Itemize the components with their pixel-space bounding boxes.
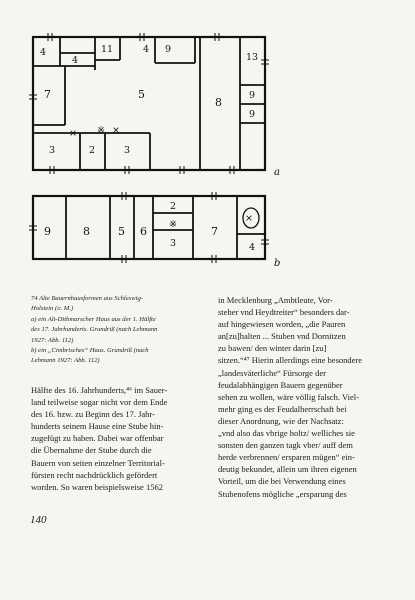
text-line: herde verbrennen/ ersparen mügen“ ein- <box>218 452 355 463</box>
caption-line: 1927: Abb. 112) <box>31 336 74 344</box>
left-text-column <box>31 384 206 493</box>
text-line: dieser Anordnung, wie der Nachsatz: <box>218 415 344 426</box>
plan-a-room-2: 2 <box>89 145 96 156</box>
text-line: hunderts seinem Hause eine Stube hin- <box>31 421 164 432</box>
floor-plan-b <box>29 192 280 269</box>
right-text-column <box>218 294 393 500</box>
plan-a-room-13: 13 <box>246 52 259 63</box>
plan-b-room-7: 7 <box>211 225 218 238</box>
text-line: zugefügt zu haben. Dabei war offenbar <box>31 433 164 444</box>
text-line: worden. So waren beispielsweise 1562 <box>31 481 163 492</box>
caption-line: 74 Alte Bauernhausformen aus Schleswig- <box>31 295 143 302</box>
plan-a-outer-wall <box>33 37 265 170</box>
text-line: die Übernahme der Stube durch die <box>31 445 152 456</box>
text-line: zu bawen/ den winter darin [zu] <box>218 343 327 354</box>
plan-a-room-3a: 3 <box>49 145 56 156</box>
text-line: Bauern von seiten einzelner Territorial- <box>31 457 165 468</box>
text-line: Hälfte des 16. Jahrhunderts,⁴⁶ im Sauer- <box>31 385 168 395</box>
plan-b-outer-wall <box>33 196 265 259</box>
plan-b-room-5: 5 <box>118 225 125 238</box>
plan-b-room-9: 9 <box>44 225 51 238</box>
text-line: Stubenofens mögliche „ersparung des <box>218 488 347 499</box>
text-line: des 16. bzw. zu Beginn des 17. Jahr- <box>31 409 155 420</box>
text-line: „landesväterliche“ Fürsorge der <box>218 367 326 378</box>
plan-b-room-8: 8 <box>83 225 90 238</box>
plan-a-room-4a: 4 <box>40 47 47 58</box>
text-line: „vnd also das vbrige holtz/ welliches sie <box>218 428 355 439</box>
text-line: in Mecklenburg „Ambtleute, Vor- <box>218 295 333 305</box>
caption-line: a) ein Alt-Dithmarscher Haus aus der 1. Hälfte <box>31 315 156 323</box>
text-line: auf hingewiesen worden, „die Pauren <box>218 319 346 330</box>
svg-text:×: × <box>245 213 253 224</box>
plan-a-room-3b: 3 <box>124 145 131 156</box>
svg-text:×: × <box>112 125 120 136</box>
text-line: sitzen.“⁴⁷ Hierin allerdings eine besondere <box>218 355 362 366</box>
plan-a-room-7: 7 <box>44 88 51 101</box>
text-line: feudalabhängigen Bauern gegenüber <box>218 379 343 390</box>
text-line: deutig bekundet, allein um ihren eigenen <box>218 464 357 475</box>
text-line: sonsten den ganzen tagk vber/ auff dem <box>218 440 353 451</box>
plan-a-room-4b: 4 <box>72 55 79 66</box>
svg-text:※: ※ <box>169 219 177 230</box>
plan-b-room-3: 3 <box>170 238 177 249</box>
text-line: fürsten recht nachdrücklich gefördert <box>31 469 158 480</box>
plan-a-room-8: 8 <box>215 96 222 109</box>
plan-a-room-9b: 9 <box>249 90 256 101</box>
page-number: 140 <box>30 514 47 526</box>
text-line: land teilweise sogar nicht vor dem Ende <box>31 397 168 408</box>
caption-line: Holstein (o. M.) <box>31 305 74 313</box>
plan-b-label: b <box>274 258 281 269</box>
text-line: Vorteil, um die bei Verwendung eines <box>218 476 346 487</box>
plan-a-room-11: 11 <box>101 44 114 55</box>
plan-a-room-9a: 9 <box>165 44 172 55</box>
plan-b-room-6: 6 <box>140 225 147 238</box>
figure-caption <box>31 294 206 367</box>
floor-plan-figure <box>0 0 415 290</box>
svg-text:※: ※ <box>97 125 105 136</box>
floor-plan-a <box>29 33 280 178</box>
caption-line: des 17. Jahrhunderts. Grundriß (nach Lehmann <box>31 326 158 334</box>
svg-text:×: × <box>69 128 77 139</box>
plan-b-room-4: 4 <box>249 242 256 253</box>
plan-b-room-2: 2 <box>170 201 177 212</box>
text-line: sehen zu wollen, wäre völlig falsch. Viel- <box>218 391 359 402</box>
plan-a-room-5: 5 <box>138 88 145 101</box>
plan-a-label: a <box>274 167 280 178</box>
caption-line: Lehmann 1927: Abb. 112) <box>31 357 100 365</box>
text-line: an[zu]halten ... Stuben vnd Dornitzen <box>218 331 346 342</box>
text-line: steher vnd Heydtreiter“ besonders dar- <box>218 307 350 318</box>
plan-a-room-4c: 4 <box>143 44 150 55</box>
plan-a-room-9c: 9 <box>249 109 256 120</box>
text-line: mehr ging es der Feudalherrschaft bei <box>218 403 347 414</box>
caption-line: b) ein „Cimbrisches“ Haus. Grundriß (nach <box>31 347 149 355</box>
